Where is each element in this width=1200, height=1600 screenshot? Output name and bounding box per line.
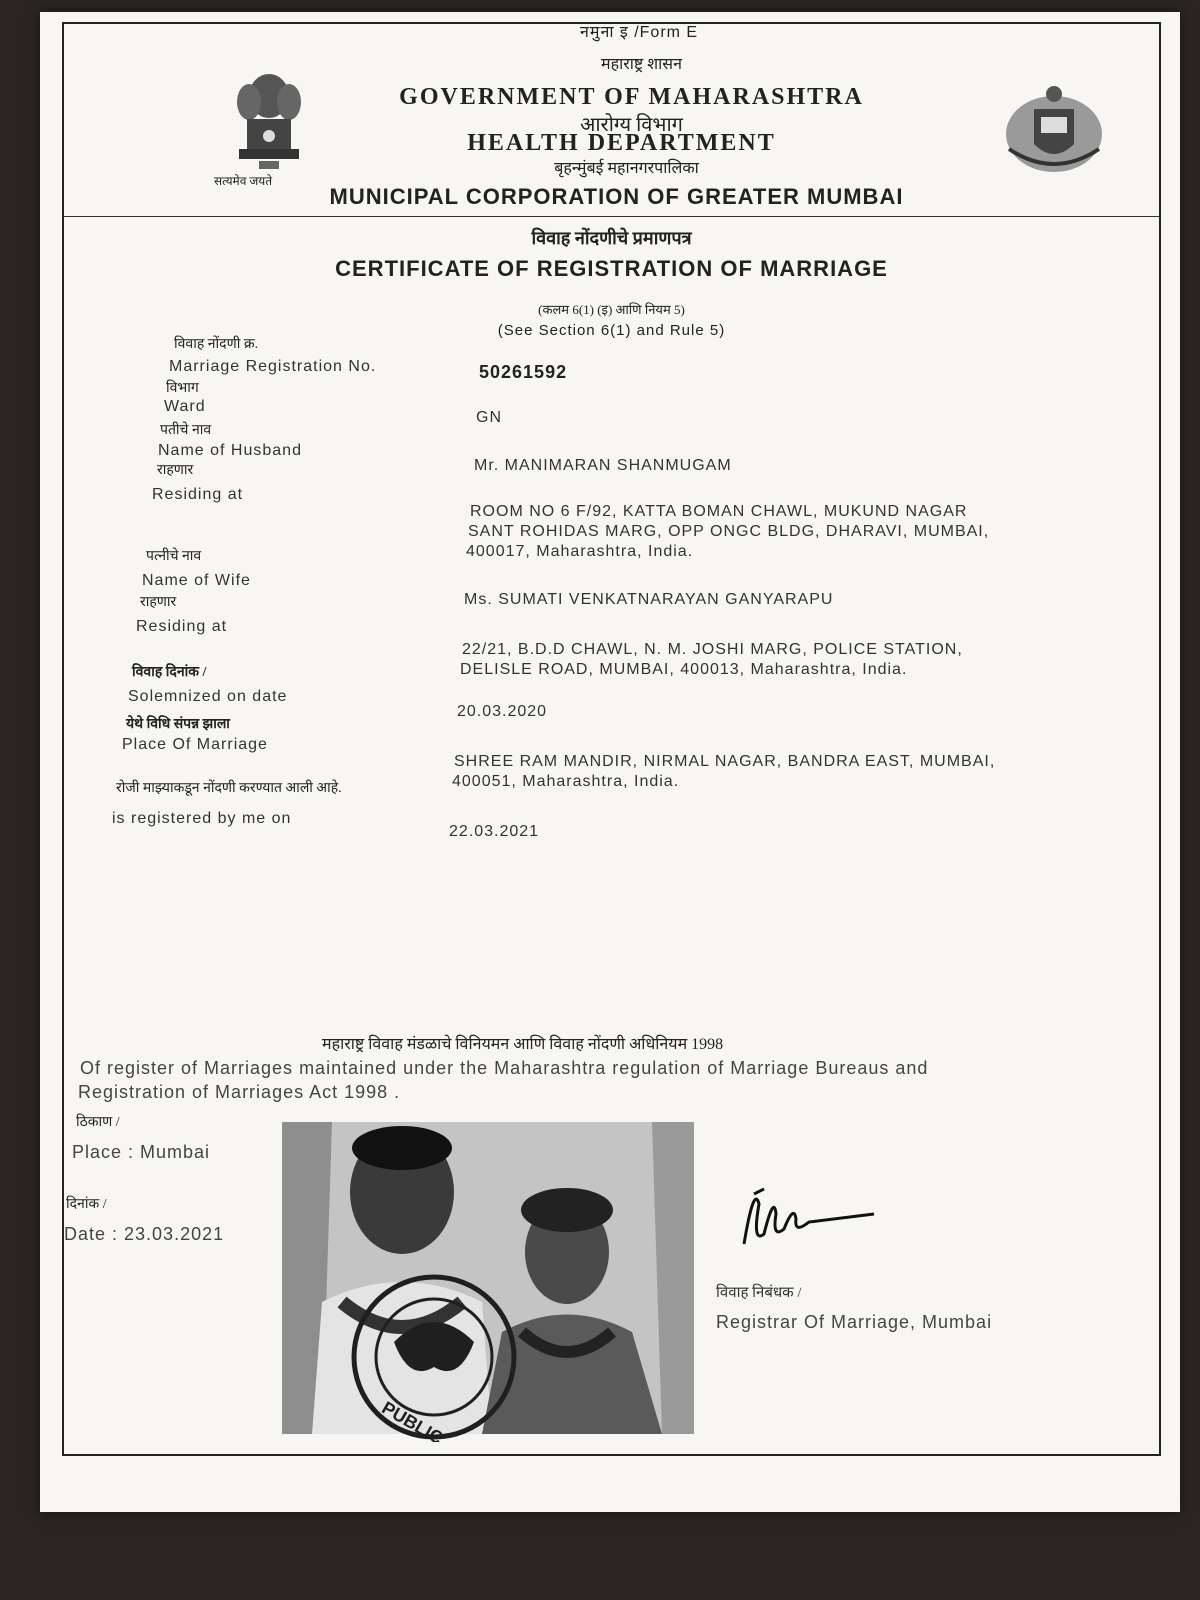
solemnized-label: Solemnized on date [128, 688, 288, 705]
place-footer: Place : Mumbai [72, 1142, 211, 1162]
reg-no-label: Marriage Registration No. [169, 358, 377, 375]
header-divider [64, 216, 1159, 217]
department-title: HEALTH DEPARTMENT [467, 130, 776, 156]
registrar-title: Registrar Of Marriage, Mumbai [716, 1312, 993, 1332]
husband-label: Name of Husband [158, 442, 302, 459]
reg-no-label-marathi: विवाह नोंदणी क्र. [174, 337, 259, 352]
husband-address-line2: SANT ROHIDAS MARG, OPP ONGC BLDG, DHARAVI, MUMBAI, [468, 523, 990, 540]
wife-value: Ms. SUMATI VENKATNARAYAN GANYARAPU [464, 591, 834, 608]
husband-address-line1: ROOM NO 6 F/92, KATTA BOMAN CHAWL, MUKUND NAGAR [470, 503, 968, 520]
act-marathi: महाराष्ट्र विवाह मंडळाचे विनियमन आणि विवाह नोंदणी अधिनियम 1998 [322, 1036, 724, 1053]
husband-value: Mr. MANIMARAN SHANMUGAM [474, 457, 732, 474]
husband-address-line3: 400017, Maharashtra, India. [466, 543, 694, 560]
solemnized-value: 20.03.2020 [457, 703, 548, 720]
state-marathi: महाराष्ट्र शासन [601, 56, 682, 73]
certificate-border [62, 22, 1161, 1456]
registered-label-marathi: रोजी माझ्याकडून नोंदणी करण्यात आली आहे. [116, 781, 342, 796]
certificate-title-marathi: विवाह नोंदणीचे प्रमाणपत्र [531, 228, 692, 248]
mcgm-marathi: बृहन्मुंबई महानगरपालिका [554, 160, 699, 177]
place-line2: 400051, Maharashtra, India. [452, 773, 680, 790]
government-title: GOVERNMENT OF MAHARASHTRA [399, 84, 864, 110]
wife-address-line1: 22/21, B.D.D CHAWL, N. M. JOSHI MARG, POLICE STATION, [462, 641, 963, 658]
place-label: Place Of Marriage [122, 736, 268, 753]
wife-label-marathi: पत्नीचे नाव [146, 549, 202, 564]
date-footer-marathi: दिनांक / [66, 1197, 107, 1212]
section-reference: (See Section 6(1) and Rule 5) [497, 322, 726, 339]
section-marathi: (कलम 6(1) (इ) आणि नियम 5) [538, 302, 685, 317]
place-label-marathi: येथे विधि संपन्न झाला [126, 717, 230, 732]
reg-no-value: 50261592 [479, 362, 568, 382]
solemnized-label-marathi: विवाह दिनांक / [132, 665, 207, 680]
form-label: नमुना इ /Form E [580, 24, 699, 41]
mcgm-title: MUNICIPAL CORPORATION OF GREATER MUMBAI [329, 184, 904, 209]
wife-label: Name of Wife [142, 572, 251, 589]
wife-residence-label: Residing at [136, 618, 228, 635]
registrar-signature-icon [734, 1174, 884, 1269]
official-seal-icon [349, 1272, 519, 1442]
husband-residence-label-marathi: राहणार [157, 463, 194, 478]
date-footer: Date : 23.03.2021 [64, 1224, 225, 1244]
wife-address-line2: DELISLE ROAD, MUMBAI, 400013, Maharashtra, India. [460, 661, 908, 678]
act-line1: Of register of Marriages maintained under the Maharashtra regulation of Marriage Bureaus and [80, 1058, 929, 1078]
registered-value: 22.03.2021 [449, 823, 540, 840]
place-line1: SHREE RAM MANDIR, NIRMAL NAGAR, BANDRA EAST, MUMBAI, [454, 753, 996, 770]
department-marathi: आरोग्य विभाग [580, 114, 683, 136]
husband-label-marathi: पतीचे नाव [160, 423, 212, 438]
act-line2: Registration of Marriages Act 1998 . [78, 1082, 401, 1102]
certificate-sheet [40, 12, 1180, 1512]
wife-residence-label-marathi: राहणार [140, 595, 177, 610]
ward-value: GN [476, 409, 502, 426]
emblem-motto: सत्यमेव जयते [214, 174, 273, 188]
seal-text: PUBLIC [378, 1397, 447, 1442]
husband-residence-label: Residing at [152, 486, 244, 503]
registrar-label-marathi: विवाह निबंधक / [716, 1285, 802, 1301]
registered-label: is registered by me on [112, 810, 292, 827]
ward-label: Ward [164, 398, 206, 415]
certificate-title: CERTIFICATE OF REGISTRATION OF MARRIAGE [335, 256, 888, 281]
place-footer-marathi: ठिकाण / [76, 1115, 120, 1130]
ward-label-marathi: विभाग [166, 381, 199, 396]
